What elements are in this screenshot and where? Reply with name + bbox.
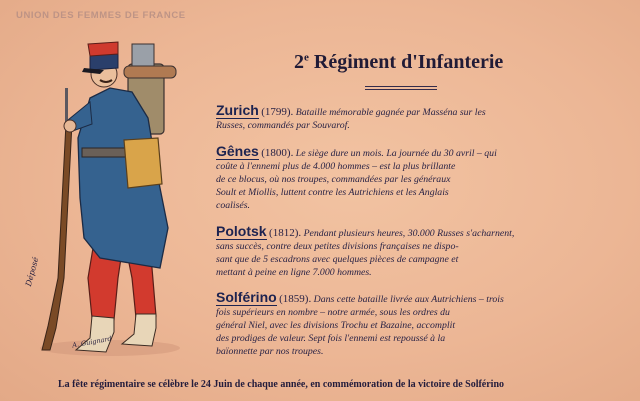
battle-line: Dans cette bataille livrée aux Autrichiens – trois	[313, 294, 504, 305]
battle-line: Russes, commandés par Souvarof.	[216, 120, 350, 131]
battle-line: sans succès, contre deux petites divisions françaises ne dispo-	[216, 241, 459, 252]
entry-polotsk	[216, 225, 619, 279]
battle-line: général Niel, avec les divisions Trochu et Bazaine, accomplit	[216, 320, 456, 331]
battle-year: (1859).	[279, 293, 312, 305]
entry-genes	[216, 145, 619, 212]
battle-line: mettant à peine en ligne 7.000 hommes.	[216, 267, 372, 278]
title-number: 2	[294, 51, 304, 73]
title-suffix: e	[304, 51, 309, 64]
page-title	[294, 51, 503, 74]
battle-name: Polotsk	[216, 223, 267, 239]
entry-zurich	[216, 104, 619, 132]
battle-name: Solférino	[216, 289, 277, 305]
battle-name: Zurich	[216, 102, 259, 118]
title-rule-bottom	[365, 89, 437, 90]
battle-line: fois supérieurs en nombre – notre armée, sous les ordres du	[216, 307, 450, 318]
soldier-illustration-icon	[20, 28, 190, 368]
battle-year: (1812).	[269, 227, 302, 239]
battle-line: Soult et Miollis, luttent contre les Autrichiens et les Anglais	[216, 187, 449, 198]
title-rule-top	[365, 86, 437, 87]
battle-line: coalisés.	[216, 200, 251, 211]
battle-line: Bataille mémorable gagnée par Masséna sur les	[295, 107, 486, 118]
battle-year: (1799).	[261, 106, 294, 118]
battle-line: baïonnette par nos troupes.	[216, 346, 324, 357]
artist-signature: A. Guignard	[71, 334, 113, 350]
entry-solferino	[216, 291, 619, 358]
footer-caption: La fête régimentaire se célèbre le 24 Juin de chaque année, en commémoration de la victoire de Solférino	[58, 379, 505, 390]
battle-line: Le siège dure un mois. La journée du 30 avril – qui	[295, 148, 497, 159]
faded-stamp-text: UNION DES FEMMES DE FRANCE	[16, 10, 186, 21]
battle-line: des prodiges de valeur. Sept fois l'ennemi est repoussé à la	[216, 333, 446, 344]
battle-line: sant que de 5 escadrons avec quelques pièces de campagne et	[216, 254, 459, 265]
battle-name: Gênes	[216, 143, 259, 159]
battle-line: Pendant plusieurs heures, 30.000 Russes s'acharnent,	[303, 228, 515, 239]
battle-year: (1800).	[261, 147, 294, 159]
depose-mark: Déposé	[24, 256, 41, 288]
title-text: Régiment d'Infanterie	[313, 51, 504, 73]
battle-line: coûte à l'ennemi plus de 4.000 hommes – est la plus brillante	[216, 161, 456, 172]
battle-line: de ce blocus, où nos troupes, commandées par les généraux	[216, 174, 451, 185]
